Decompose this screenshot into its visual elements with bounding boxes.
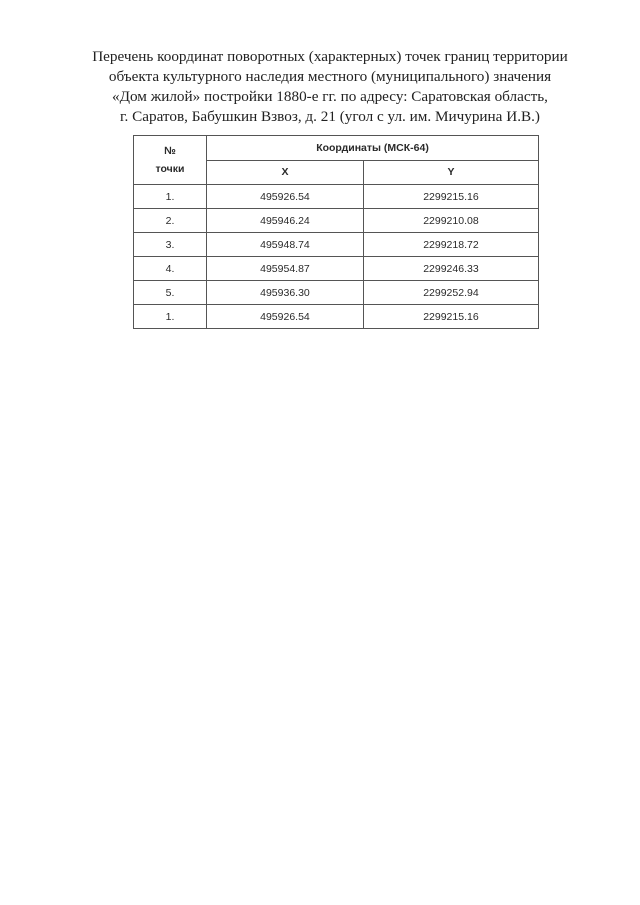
table-row xyxy=(134,185,539,209)
y-coordinate-cell: 2299210.08 xyxy=(363,209,538,233)
point-number-header xyxy=(134,136,207,185)
y-coordinate-cell: 2299252.94 xyxy=(363,281,538,305)
y-coordinate-cell: 2299215.16 xyxy=(363,185,538,209)
title-line: объекта культурного наследия местного (муниципального) значения xyxy=(108,68,552,85)
point-number-cell: 3. xyxy=(134,233,207,257)
point-number-header-label: точки xyxy=(155,163,185,175)
x-coordinate-cell: 495954.87 xyxy=(207,257,364,281)
table-row xyxy=(134,257,539,281)
table-row xyxy=(134,209,539,233)
x-coordinate-cell: 495948.74 xyxy=(207,233,364,257)
table-row xyxy=(134,305,539,329)
coordinates-header: Координаты (МСК-64) xyxy=(207,136,539,161)
title-line: г. Саратов, Бабушкин Взвоз, д. 21 (угол с ул. им. Мичурина И.В.) xyxy=(120,108,540,125)
point-number-cell: 1. xyxy=(134,185,207,209)
x-coordinate-cell: 495936.30 xyxy=(207,281,364,305)
point-number-cell: 5. xyxy=(134,281,207,305)
table-row xyxy=(134,281,539,305)
document-title xyxy=(60,47,600,127)
table-row xyxy=(134,233,539,257)
title-line: Перечень координат поворотных (характерных) точек границ территории xyxy=(92,48,568,65)
coordinates-table xyxy=(133,135,539,329)
table-header-row xyxy=(134,136,539,161)
y-coordinate-cell: 2299215.16 xyxy=(363,305,538,329)
point-number-cell: 2. xyxy=(134,209,207,233)
point-number-cell: 1. xyxy=(134,305,207,329)
y-column-header: Y xyxy=(363,160,538,185)
y-coordinate-cell: 2299246.33 xyxy=(363,257,538,281)
title-line: «Дом жилой» постройки 1880-е гг. по адресу: Саратовская область, xyxy=(112,88,548,105)
point-number-cell: 4. xyxy=(134,257,207,281)
x-coordinate-cell: 495946.24 xyxy=(207,209,364,233)
x-coordinate-cell: 495926.54 xyxy=(207,305,364,329)
point-number-header-symbol: № xyxy=(164,145,176,157)
y-coordinate-cell: 2299218.72 xyxy=(363,233,538,257)
x-coordinate-cell: 495926.54 xyxy=(207,185,364,209)
x-column-header: X xyxy=(207,160,364,185)
